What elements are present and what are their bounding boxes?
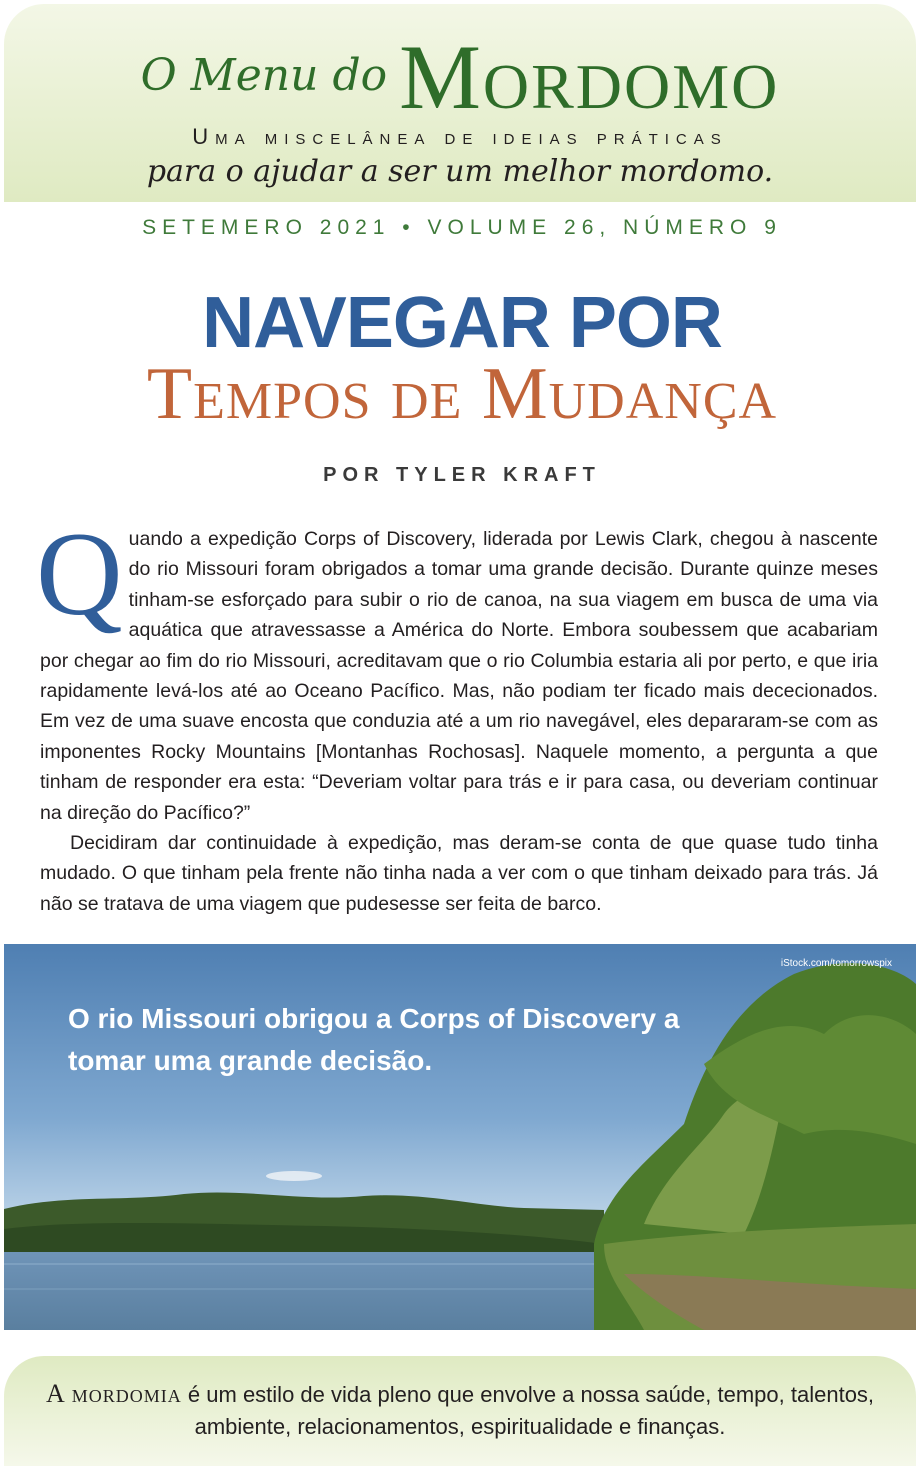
footer-banner <box>4 1356 916 1466</box>
drop-cap: Q <box>36 507 123 640</box>
masthead-big-title: Mordomo <box>399 26 780 128</box>
issue-line: SETEMERO 2021 • VOLUME 26, NÚMERO 9 <box>142 216 782 239</box>
masthead-script-prefix: O Menu do <box>140 50 388 101</box>
river-photo <box>4 944 916 1330</box>
article-title-line2: Tempos de Mudança <box>146 353 778 435</box>
photo-credit: iStock.com/tomorrowspix <box>780 958 892 969</box>
article-paragraph-2: Decidiram dar continuidade à expedição, mas deram-se conta de que quase tudo tinha mudado. O que tinham pela frente não tinha nada a ver com o que tinham deixado para trás. Já não se tratava de uma viagem que pudesesse ser feita de barco. <box>40 832 878 915</box>
paragraph-1-text: uando a expedição Corps of Discovery, liderada por Lewis Clark, chegou à nascente do rio Missouri foram obrigados a tomar uma grande decisão. Durante quinze meses tinham-se esforçado para subir o rio de canoa, na sua viagem em busca de uma via aquática que atravessasse a América do Norte. Embora soubessem que acabariam por chegar ao fim do rio Missouri, acreditavam que o rio Columbia estaria ali por perto, e que iria rapidamente levá-los até ao Oceano Pacífico. Mas, não podiam ter ficado mais dececionados. Em vez de uma suave encosta que conduzia até a um rio navegável, eles depararam-se com as imponentes Rocky Mountains [Montanhas Rochosas]. Naquele momento, a pergunta a que tinham de responder era esta: “Deveriam voltar para trás e ir para casa, ou deveriam continuar na direção do Pacífico?” <box>40 528 878 824</box>
photo-caption: O rio Missouri obrigou a Corps of Discovery a tomar uma grande decisão. <box>68 1003 680 1076</box>
article-body <box>36 507 878 919</box>
footer-lead: A mordomia <box>45 1379 182 1408</box>
footer-body: é um estilo de vida pleno que envolve a nossa saúde, tempo, talentos, ambiente, relacionamentos, espiritualidade e finanças. <box>181 1382 875 1439</box>
masthead-subtitle: Uma miscelânea de ideias práticas <box>192 124 728 149</box>
masthead-title <box>4 24 916 130</box>
footer-statement <box>24 1378 896 1443</box>
masthead-banner <box>4 4 916 202</box>
masthead-tagline: para o ajudar a ser um melhor mordomo. <box>146 154 774 189</box>
article-byline: POR TYLER KRAFT <box>323 464 601 486</box>
article-title-line1: NAVEGAR POR <box>202 283 722 363</box>
article-paragraph-1 <box>36 507 878 828</box>
